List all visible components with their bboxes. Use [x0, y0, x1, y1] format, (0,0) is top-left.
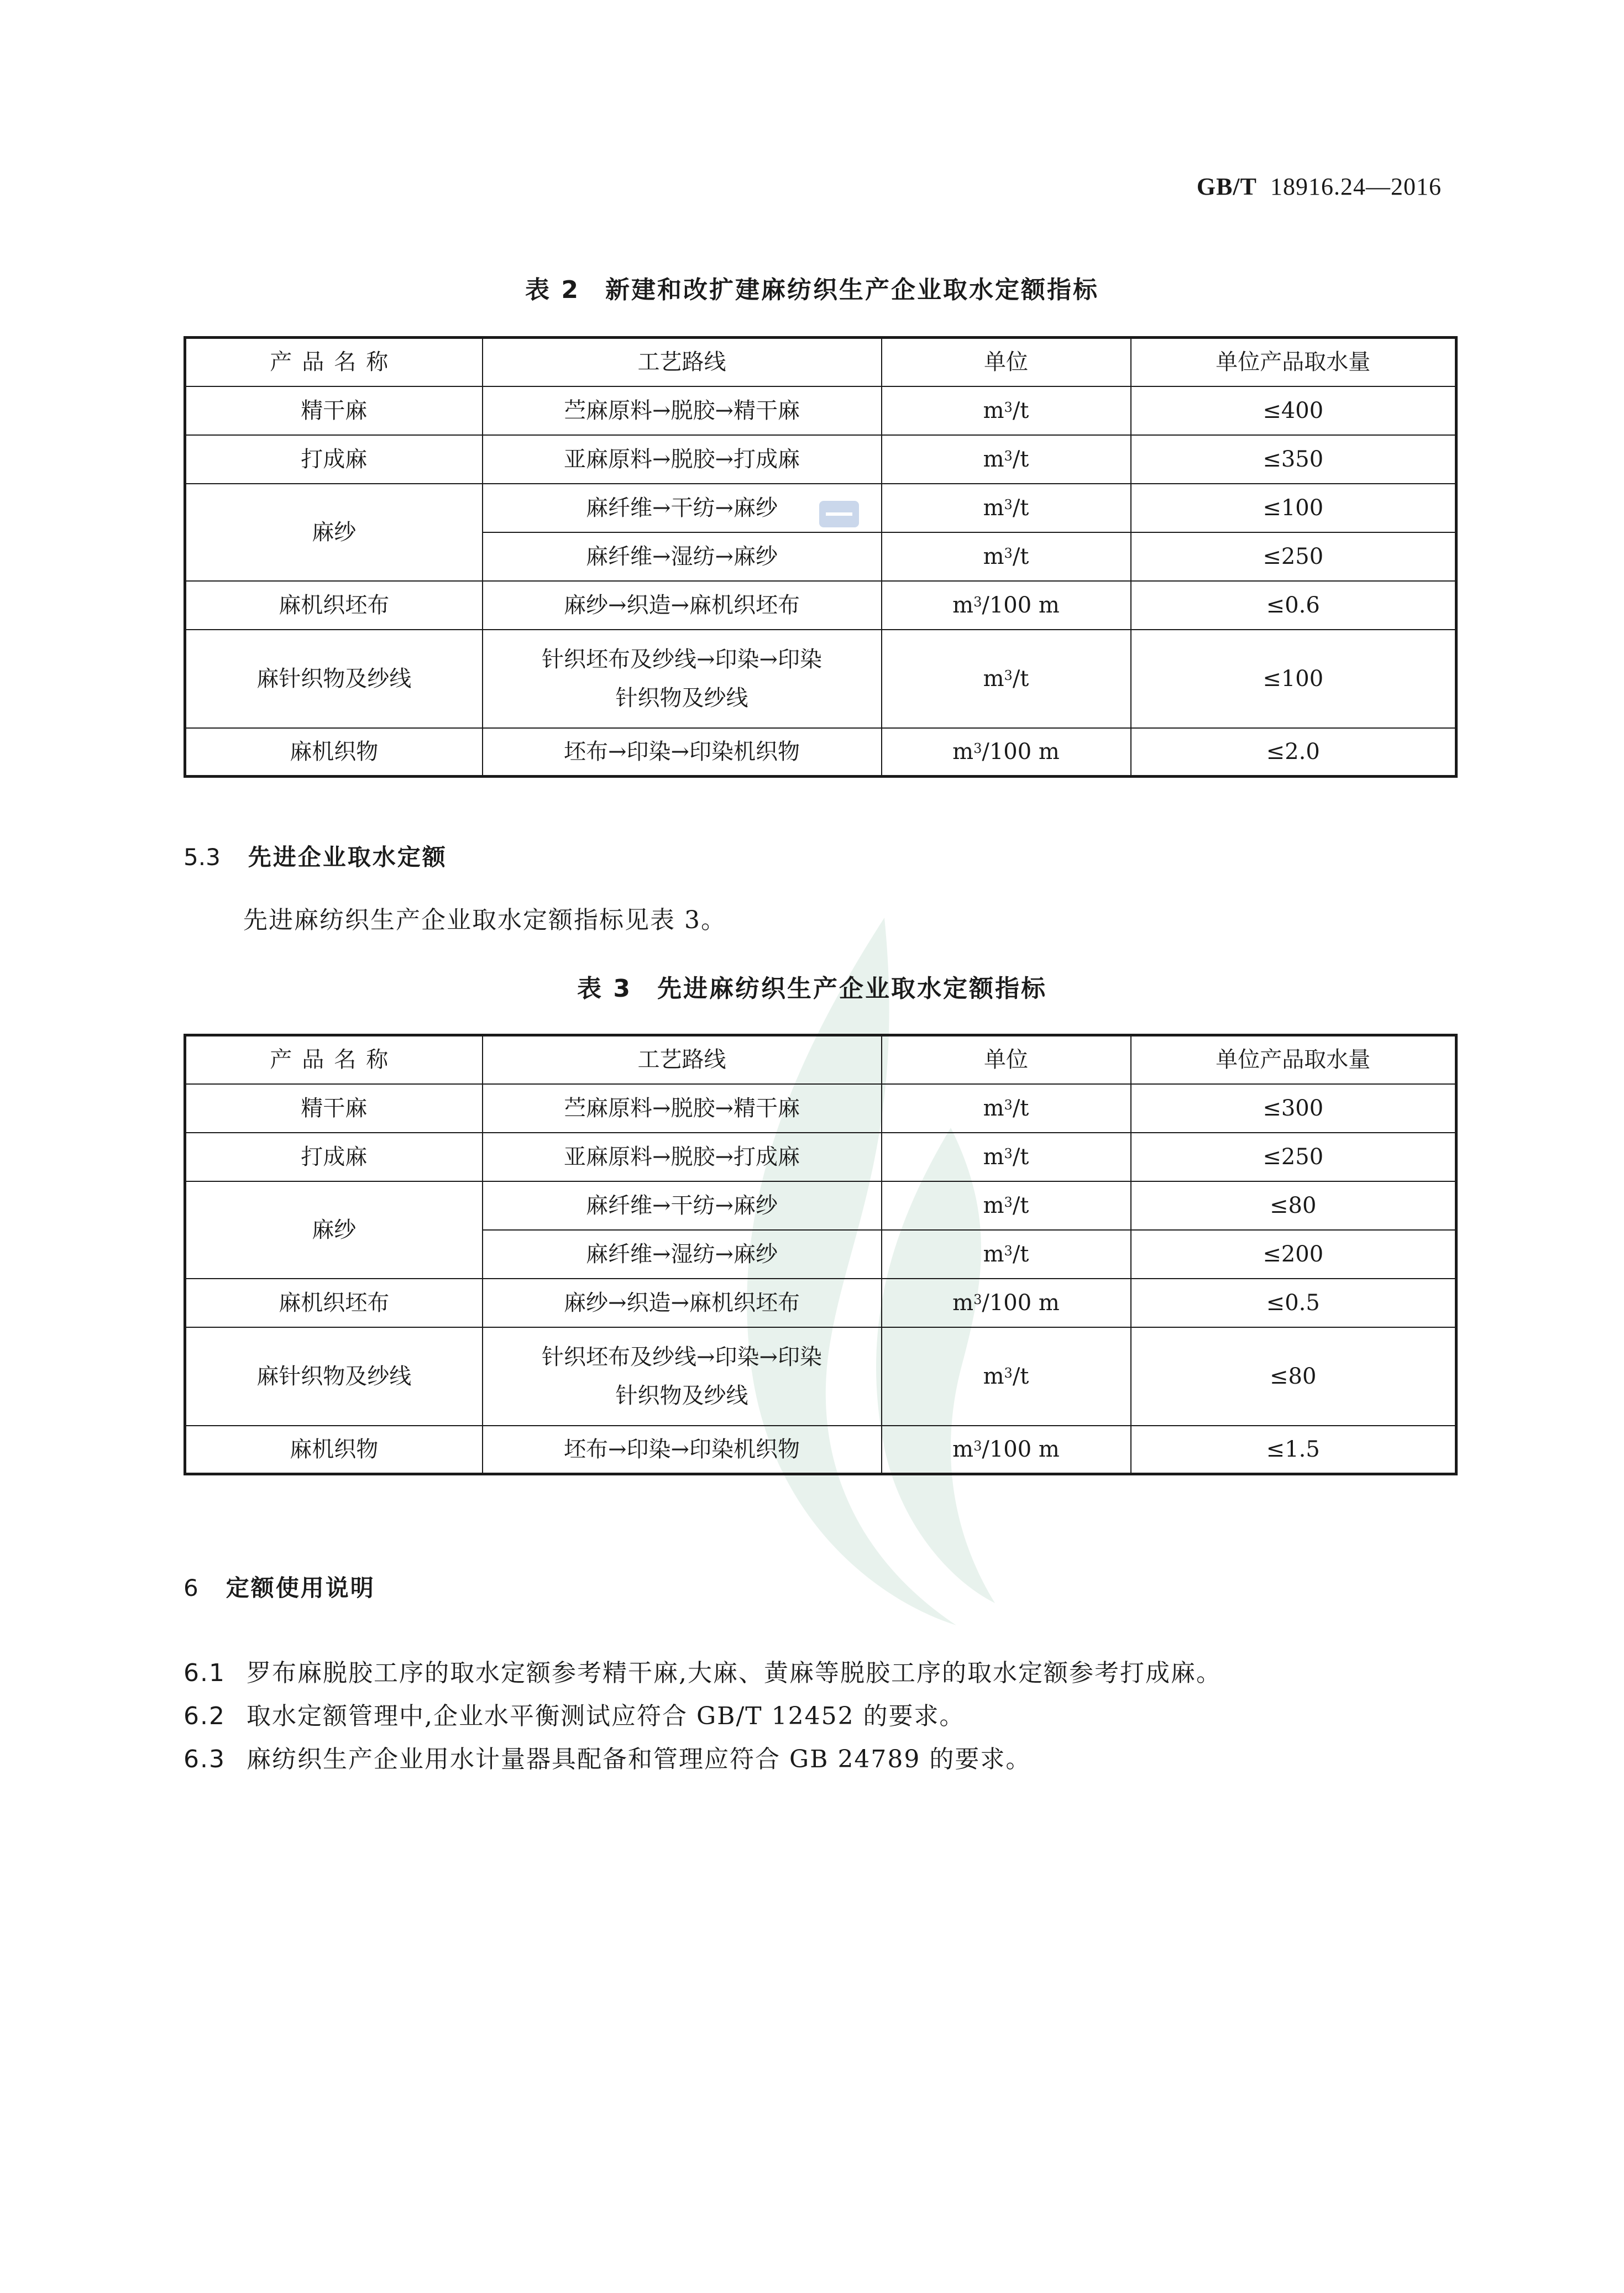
route-cell: 针织坯布及纱线→印染→印染 针织物及纱线 — [483, 1327, 882, 1426]
clause-6-2: 6.2 取水定额管理中,企业水平衡测试应符合 GB/T 12452 的要求。 — [184, 1702, 965, 1730]
route-cell: 亚麻原料→脱胶→打成麻 — [483, 435, 882, 484]
unit-cell: $m^3/t$ — [882, 1327, 1131, 1426]
product-cell: 麻机织物 — [185, 728, 483, 777]
table-row — [185, 630, 1457, 728]
table2 — [184, 336, 1458, 778]
value-cell: ≤250 — [1131, 1133, 1457, 1181]
unit-cell: $m^3/100$ m — [882, 728, 1131, 777]
table-row — [185, 1181, 1457, 1230]
table-row — [185, 1133, 1457, 1181]
table-row — [185, 728, 1457, 777]
table-row — [185, 386, 1457, 435]
clause-6-1: 6.1 罗布麻脱胶工序的取水定额参考精干麻,大麻、黄麻等脱胶工序的取水定额参考打成麻。 — [184, 1659, 1222, 1687]
unit-cell: $m^3/100$ m — [882, 1279, 1131, 1327]
value-cell: ≤80 — [1131, 1327, 1457, 1426]
route-cell: 苎麻原料→脱胶→精干麻 — [483, 1084, 882, 1133]
product-cell: 打成麻 — [185, 435, 483, 484]
column-header: 单位 — [882, 338, 1131, 386]
table3-caption-number: 表 3 — [577, 975, 632, 1003]
value-cell: ≤350 — [1131, 435, 1457, 484]
table3 — [184, 1034, 1458, 1475]
table-row — [185, 1084, 1457, 1133]
route-cell: 麻纱→织造→麻机织坯布 — [483, 1279, 882, 1327]
column-header: 产品名称 — [185, 1035, 483, 1084]
product-cell: 麻纱 — [185, 1181, 483, 1279]
value-cell: ≤100 — [1131, 484, 1457, 532]
value-cell: ≤300 — [1131, 1084, 1457, 1133]
product-cell: 麻机织坯布 — [185, 581, 483, 630]
unit-cell: $m^3/t$ — [882, 1230, 1131, 1279]
value-cell: ≤0.6 — [1131, 581, 1457, 630]
table-row — [185, 581, 1457, 630]
product-cell: 打成麻 — [185, 1133, 483, 1181]
product-cell: 麻针织物及纱线 — [185, 1327, 483, 1426]
unit-cell: $m^3/t$ — [882, 1133, 1131, 1181]
value-cell: ≤100 — [1131, 630, 1457, 728]
value-cell: ≤400 — [1131, 386, 1457, 435]
table3-caption-title: 先进麻纺织生产企业取水定额指标 — [657, 975, 1047, 1003]
unit-cell: $m^3/t$ — [882, 1181, 1131, 1230]
column-header: 工艺路线 — [483, 1035, 882, 1084]
standard-number: GB/T 18916.24—2016 — [1196, 173, 1442, 200]
table-row — [185, 435, 1457, 484]
unit-cell: $m^3/t$ — [882, 386, 1131, 435]
column-header: 工艺路线 — [483, 338, 882, 386]
route-cell: 麻纱→织造→麻机织坯布 — [483, 581, 882, 630]
section-5-3-text: 先进麻纺织生产企业取水定额指标见表 3。 — [243, 906, 726, 934]
table-row — [185, 1327, 1457, 1426]
route-cell: 坯布→印染→印染机织物 — [483, 1426, 882, 1474]
route-cell: 麻纤维→干纺→麻纱 — [483, 484, 882, 532]
route-cell: 麻纤维→湿纺→麻纱 — [483, 1230, 882, 1279]
column-header: 产品名称 — [185, 338, 483, 386]
route-cell: 亚麻原料→脱胶→打成麻 — [483, 1133, 882, 1181]
section-heading-6: 6 定额使用说明 — [184, 1574, 375, 1601]
unit-cell: $m^3/t$ — [882, 484, 1131, 532]
route-cell: 针织坯布及纱线→印染→印染 针织物及纱线 — [483, 630, 882, 728]
table3-caption — [0, 968, 1624, 1004]
unit-cell: $m^3/100$ m — [882, 581, 1131, 630]
unit-cell: $m^3/t$ — [882, 532, 1131, 581]
route-cell: 坯布→印染→印染机织物 — [483, 728, 882, 777]
value-cell: ≤250 — [1131, 532, 1457, 581]
product-cell: 麻针织物及纱线 — [185, 630, 483, 728]
table2-caption-number: 表 2 — [525, 276, 580, 304]
column-header: 单位产品取水量 — [1131, 338, 1457, 386]
column-header: 单位 — [882, 1035, 1131, 1084]
unit-cell: $m^3/t$ — [882, 1084, 1131, 1133]
unit-cell: $m^3/t$ — [882, 435, 1131, 484]
table2-caption — [0, 270, 1624, 305]
route-cell: 苎麻原料→脱胶→精干麻 — [483, 386, 882, 435]
table-header-row — [185, 1035, 1457, 1084]
value-cell: ≤200 — [1131, 1230, 1457, 1279]
table-row — [185, 484, 1457, 532]
column-header: 单位产品取水量 — [1131, 1035, 1457, 1084]
value-cell: ≤2.0 — [1131, 728, 1457, 777]
product-cell: 麻机织物 — [185, 1426, 483, 1474]
product-cell: 麻机织坯布 — [185, 1279, 483, 1327]
clause-6-3: 6.3 麻纺织生产企业用水计量器具配备和管理应符合 GB 24789 的要求。 — [184, 1745, 1031, 1773]
table2-caption-title: 新建和改扩建麻纺织生产企业取水定额指标 — [605, 276, 1099, 304]
section-heading-5-3: 5.3 先进企业取水定额 — [184, 844, 447, 871]
unit-cell: $m^3/100$ m — [882, 1426, 1131, 1474]
route-cell: 麻纤维→干纺→麻纱 — [483, 1181, 882, 1230]
value-cell: ≤1.5 — [1131, 1426, 1457, 1474]
table-row — [185, 1279, 1457, 1327]
product-cell: 精干麻 — [185, 1084, 483, 1133]
product-cell: 麻纱 — [185, 484, 483, 581]
value-cell: ≤0.5 — [1131, 1279, 1457, 1327]
table-header-row — [185, 338, 1457, 386]
unit-cell: $m^3/t$ — [882, 630, 1131, 728]
table-row — [185, 1426, 1457, 1474]
route-cell: 麻纤维→湿纺→麻纱 — [483, 532, 882, 581]
value-cell: ≤80 — [1131, 1181, 1457, 1230]
product-cell: 精干麻 — [185, 386, 483, 435]
